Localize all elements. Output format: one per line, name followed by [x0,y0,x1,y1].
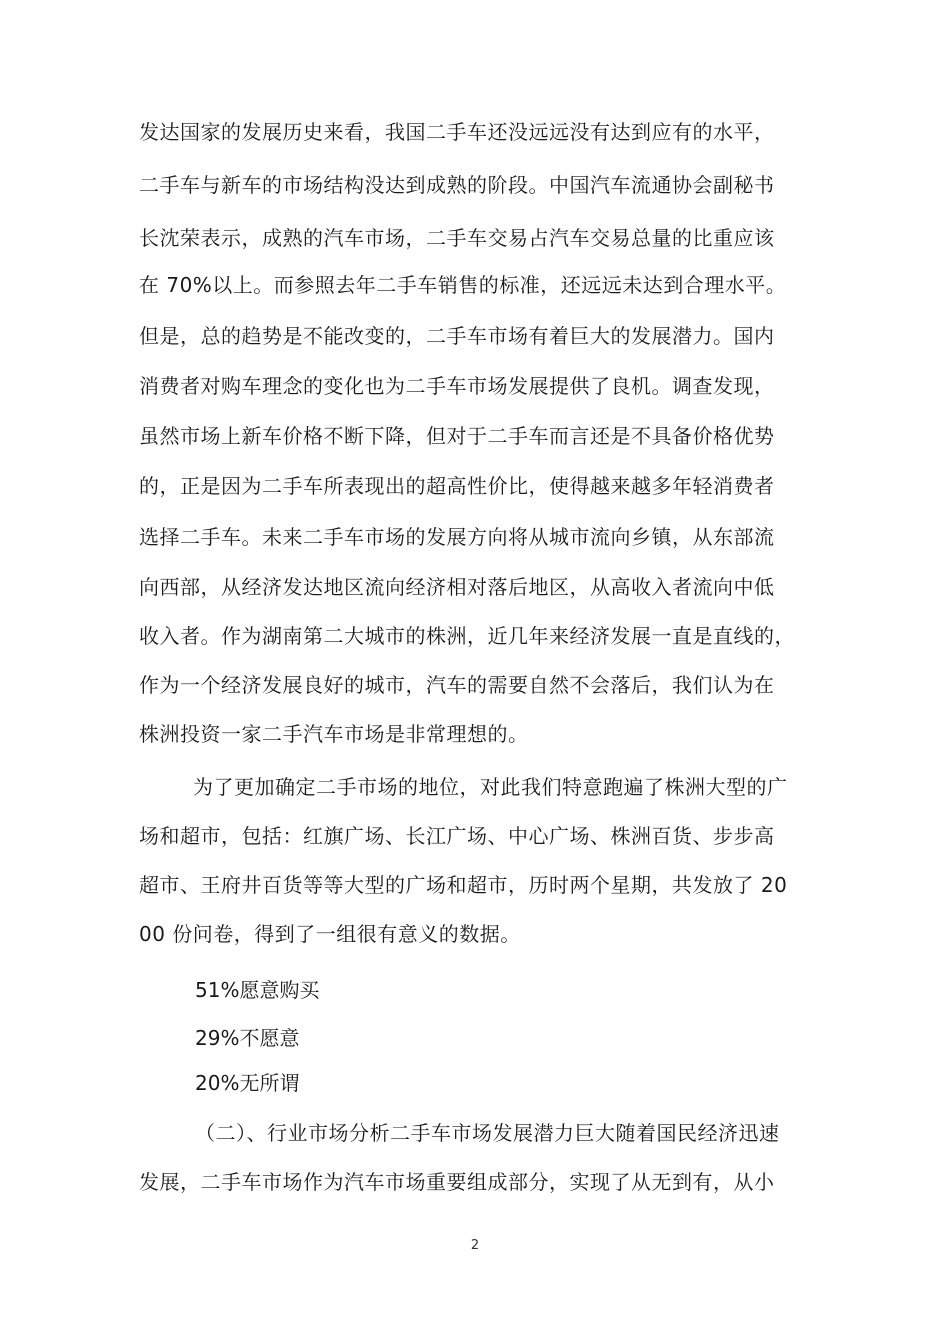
paragraph-line: 收入者。作为湖南第二大城市的株洲，近几年来经济发展一直是直线的， [139,624,795,648]
paragraph-line: 在 70%以上。而参照去年二手车销售的标准，还远远未达到合理水平。 [139,273,787,297]
paragraph-line: 发达国家的发展历史来看，我国二手车还没远远没有达到应有的水平， [139,120,775,144]
paragraph-line: 00 份问卷，得到了一组很有意义的数据。 [139,922,521,946]
survey-result-item: 51%愿意购买 [195,978,320,1002]
paragraph-line: 虽然市场上新车价格不断下降，但对于二手车而言还是不具备价格优势 [139,424,775,448]
paragraph-line: 超市、王府井百货等等大型的广场和超市，历时两个星期，共发放了 20 [139,873,788,897]
paragraph-line: 作为一个经济发展良好的城市，汽车的需要自然不会落后，我们认为在 [139,673,775,697]
page-number: 2 [470,1238,480,1253]
paragraph-line: 株洲投资一家二手汽车市场是非常理想的。 [139,722,529,746]
paragraph-line: 选择二手车。未来二手车市场的发展方向将从城市流向乡镇，从东部流 [139,525,775,549]
paragraph-line: 为了更加确定二手市场的地位，对此我们特意跑遍了株洲大型的广 [193,775,788,799]
paragraph-line: 向西部，从经济发达地区流向经济相对落后地区，从高收入者流向中低 [139,575,775,599]
paragraph-line: 场和超市，包括：红旗广场、长江广场、中心广场、株洲百货、步步高 [139,824,775,848]
paragraph-line: 长沈荣表示，成熟的汽车市场，二手车交易占汽车交易总量的比重应该 [139,226,775,250]
survey-result-item: 29%不愿意 [195,1026,300,1050]
paragraph-line: （二）、行业市场分析二手车市场发展潜力巨大随着国民经济迅速 [195,1121,780,1145]
paragraph-line: 但是，总的趋势是不能改变的，二手车市场有着巨大的发展潜力。国内 [139,324,775,348]
paragraph-line: 发展，二手车市场作为汽车市场重要组成部分，实现了从无到有，从小 [139,1170,775,1194]
paragraph-line: 的，正是因为二手车所表现出的超高性价比，使得越来越多年轻消费者 [139,474,775,498]
paragraph-line: 二手车与新车的市场结构没达到成熟的阶段。中国汽车流通协会副秘书 [139,173,775,197]
survey-result-item: 20%无所谓 [195,1071,300,1095]
paragraph-line: 消费者对购车理念的变化也为二手车市场发展提供了良机。调查发现， [139,374,775,398]
